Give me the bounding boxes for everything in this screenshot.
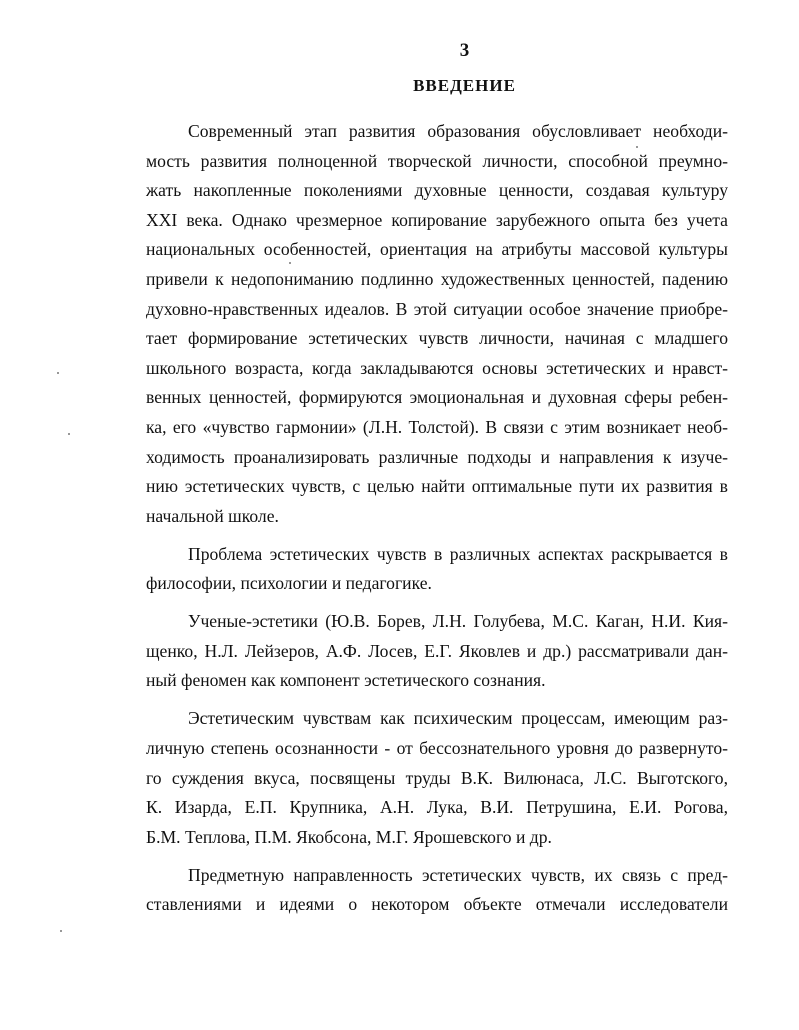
text-line: привели к недопониманию подлинно художественных ценностей, падению <box>146 268 728 289</box>
scan-speck <box>289 262 291 264</box>
paragraph <box>146 704 728 852</box>
text-line: венных ценностей, формируются эмоциональная и духовная сферы ребен- <box>146 387 728 408</box>
text-line: Проблема эстетических чувств в различных аспектах раскрывается в <box>188 543 728 564</box>
text-line: Ученые-эстетики (Ю.В. Борев, Л.Н. Голубева, М.С. Каган, Н.И. Кия- <box>188 611 728 632</box>
scan-speck <box>60 930 62 932</box>
body-text <box>146 117 728 920</box>
scan-speck <box>636 146 638 148</box>
text-line: Б.М. Теплова, П.М. Якобсона, М.Г. Ярошевского и др. <box>146 826 552 847</box>
text-line: Предметную направленность эстетических чувств, их связь с пред- <box>188 864 728 885</box>
text-line: нию эстетических чувств, с целью найти оптимальные пути их развития в <box>146 476 728 497</box>
paragraph-gap <box>146 696 728 704</box>
text-line: щенко, Н.Л. Лейзеров, А.Ф. Лосев, Е.Г. Яковлев и др.) рассматривали дан- <box>146 640 728 661</box>
scan-speck <box>68 433 70 435</box>
text-line: ходимость проанализировать различные подходы и направления к изуче- <box>146 446 728 467</box>
text-line: мость развития полноценной творческой личности, способной преумно- <box>146 150 728 171</box>
paragraph-gap <box>146 531 728 539</box>
text-line: тает формирование эстетических чувств личности, начиная с младшего <box>146 328 728 349</box>
text-line: Современный этап развития образования обусловливает необходи- <box>188 121 728 141</box>
paragraph <box>146 861 728 920</box>
text-line: ка, его «чувство гармонии» (Л.Н. Толстой). В связи с этим возникает необ- <box>146 416 728 437</box>
scan-speck <box>57 372 59 374</box>
text-line: национальных особенностей, ориентация на атрибуты массовой культуры <box>146 239 728 260</box>
paragraph <box>146 117 728 531</box>
paragraph-gap <box>146 852 728 860</box>
text-line: начальной школе. <box>146 505 279 526</box>
text-line: ный феномен как компонент эстетического сознания. <box>146 670 546 691</box>
section-heading: ВВЕДЕНИЕ <box>413 76 516 95</box>
text-line: философии, психологии и педагогике. <box>146 573 432 594</box>
text-line: ставлениями и идеями о некотором объекте отмечали исследователи <box>146 894 728 915</box>
text-line: жать накопленные поколениями духовные ценности, создавая культуру <box>146 180 728 201</box>
text-line: го суждения вкуса, посвящены труды В.К. Вилюнаса, Л.С. Выготского, <box>146 767 728 788</box>
text-line: XXI века. Однако чрезмерное копирование зарубежного опыта без учета <box>146 209 728 230</box>
text-line: К. Изарда, Е.П. Крупника, А.Н. Лука, В.И. Петрушина, Е.И. Рогова, <box>146 797 728 818</box>
page-number: 3 <box>459 40 470 61</box>
paragraph <box>146 607 728 696</box>
text-line: духовно-нравственных идеалов. В этой ситуации особое значение приобре- <box>146 298 728 319</box>
text-line: Эстетическим чувствам как психическим процессам, имеющим раз- <box>188 708 728 729</box>
text-line: школьного возраста, когда закладываются основы эстетических и нравст- <box>146 357 728 378</box>
paragraph <box>146 540 728 599</box>
text-line: личную степень осознанности - от бессознательного уровня до развернуто- <box>146 738 728 759</box>
paragraph-gap <box>146 599 728 607</box>
